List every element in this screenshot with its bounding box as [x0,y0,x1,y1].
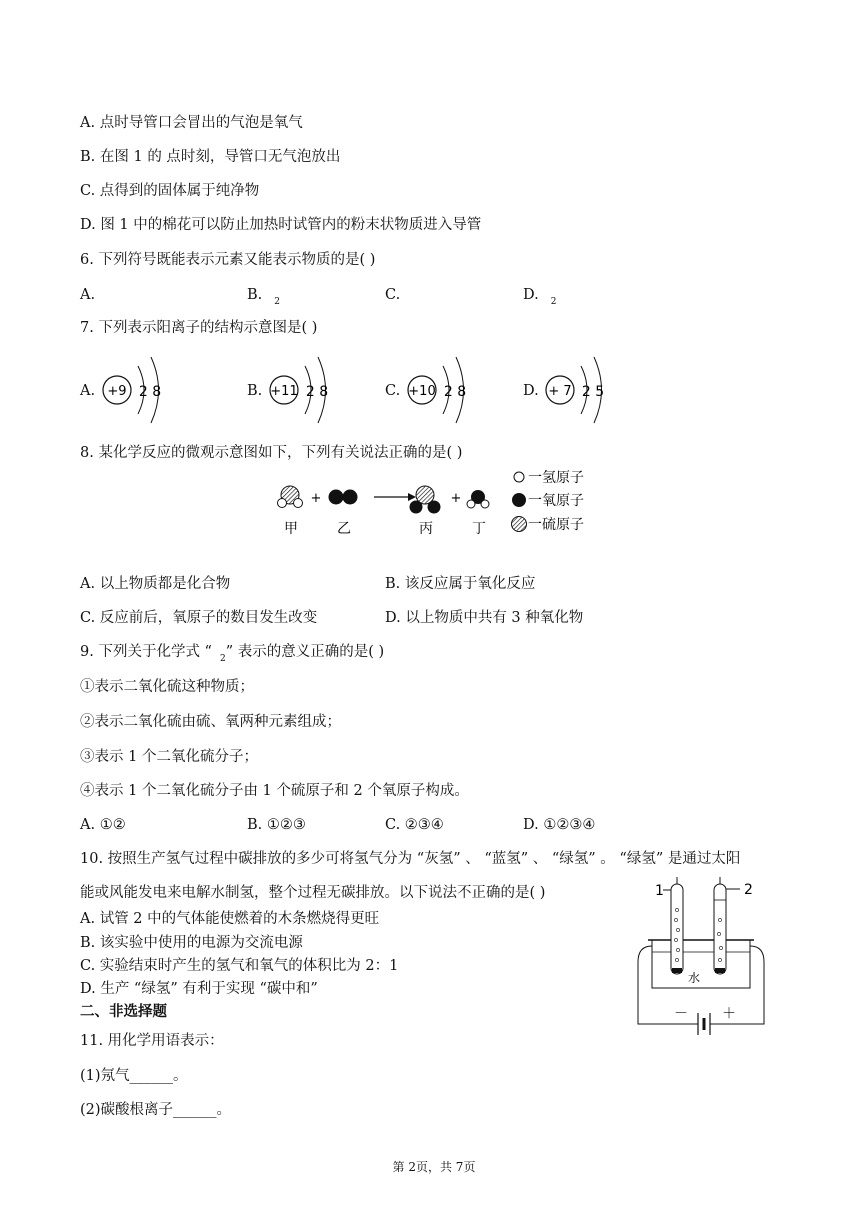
electrolysis-apparatus-diagram [634,872,770,1042]
q6-stem: 6. 下列符号既能表示元素又能表示物质的是( ) [80,252,376,268]
q9-option-c: C. ②③④ [385,817,444,833]
q10-option-d: D. 生产 “绿氢” 有利于实现 “碳中和” [80,981,318,997]
legend [512,470,585,533]
svg-text:+ 7: + 7 [548,384,572,399]
q9-item-4: ④表示 1 个二氧化硫分子由 1 个硫原子和 2 个氧原子构成。 [80,783,469,799]
q10-option-b: B. 该实验中使用的电源为交流电源 [80,935,303,951]
q7-atom-diagram-a [98,352,178,428]
label-bing: 丙 [419,521,433,537]
svg-text:+11: +11 [270,384,298,399]
page-number-footer: 第 2页，共 7页 [392,1160,476,1174]
svg-text:2 8: 2 8 [305,384,329,400]
label-yi: 乙 [337,521,351,537]
q8-option-d: D. 以上物质中共有 3 种氧化物 [385,610,584,626]
q9-option-d: D. ①②③④ [523,817,596,833]
q8-option-a: A. 以上物质都是化合物 [80,576,231,592]
q5-option-d: D. 图 1 中的棉花可以防止加热时试管内的粉末状物质进入导管 [80,217,482,233]
q8-stem: 8. 某化学反应的微观示意图如下，下列有关说法正确的是( ) [80,445,463,461]
q7-option-c-label: C. [385,383,401,399]
q10-stem-line2: 能或风能发电来电解水制氢，整个过程无碳排放。以下说法不正确的是( ) [80,885,546,901]
molecule-h2o [467,490,489,508]
label-ding: 丁 [472,521,486,537]
q10-option-a: A. 试管 2 中的气体能使燃着的木条燃烧得更旺 [80,911,380,927]
label-jia: 甲 [284,521,298,537]
plus-sign: + [310,491,322,506]
svg-text:2 8: 2 8 [443,384,467,400]
q6-option-c: C. [385,287,401,303]
svg-text:+10: +10 [408,384,436,399]
legend-sulfur: 一硫原子 [528,517,584,533]
q11-item-1: (1)氖气______。 [80,1068,188,1084]
q7-option-b-label: B. [247,383,263,399]
svg-text:+9: +9 [107,384,127,399]
molecule-h2s [278,486,303,508]
molecule-o2 [329,490,358,505]
q9-option-a: A. ①② [80,817,126,833]
reaction-arrow [374,493,416,501]
q7-option-a-label: A. [80,383,96,399]
negative-terminal-label: － [674,1006,688,1022]
q5-option-c: C. 点得到的固体属于纯净物 [80,183,260,199]
q6-option-d: D. $_2$ [523,287,557,307]
q7-atom-diagram-c [403,352,483,428]
q8-option-b: B. 该反应属于氧化反应 [385,576,536,592]
q7-atom-diagram-b [265,352,345,428]
q9-stem: 9. 下列关于化学式 “ $_2$” 表示的意义正确的是( ) [80,644,385,664]
q7-atom-diagram-d [541,352,621,428]
q10-option-c: C. 实验结束时产生的氢气和氧气的体积比为 2：1 [80,958,399,974]
q7-stem: 7. 下列表示阳离子的结构示意图是( ) [80,320,318,336]
legend-oxygen: 一氧原子 [528,493,584,509]
legend-hydrogen: 一氢原子 [528,470,584,486]
q9-item-3: ③表示 1 个二氧化硫分子； [80,749,258,765]
svg-text:2 5: 2 5 [581,384,605,400]
q11-item-2: (2)碳酸根离子______。 [80,1102,232,1118]
q10-stem-line1: 10. 按照生产氢气过程中碳排放的多少可将氢气分为 “灰氢” 、 “蓝氢” 、 “绿氢” 。 “绿氢” 是通过太阳 [80,851,741,867]
q5-option-b: B. 在图 1 的 点时刻，导管口无气泡放出 [80,149,341,165]
q6-option-a: A. [80,287,96,303]
q9-item-2: ②表示二氧化硫由硫、氧两种元素组成； [80,714,341,730]
plus-sign: + [450,491,462,506]
q8-reaction-diagram [268,465,608,545]
positive-terminal-label: ＋ [722,1006,736,1022]
q9-item-1: ①表示二氧化硫这种物质； [80,679,254,695]
svg-text:2 8: 2 8 [138,384,162,400]
q9-option-b: B. ①②③ [247,817,306,833]
water-label: 水 [687,971,701,985]
q11-stem: 11. 用化学用语表示： [80,1033,224,1049]
q8-option-c: C. 反应前后，氧原子的数目发生改变 [80,610,318,626]
q6-option-b: B. $_2$ [247,287,280,307]
tube-2-label: 2 [744,882,753,898]
q7-option-d-label: D. [523,383,539,399]
tube-1-label: 1 [655,883,664,899]
section-heading-non-choice: 二、非选择题 [80,1003,167,1020]
molecule-so2 [410,486,441,514]
q5-option-a: A. 点时导管口会冒出的气泡是氧气 [80,115,303,131]
